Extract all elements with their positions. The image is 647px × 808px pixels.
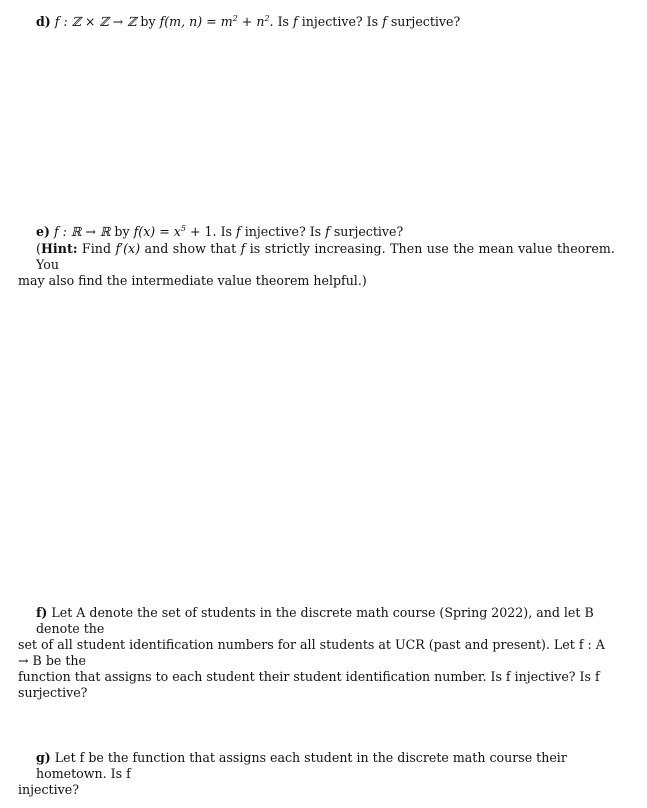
- problem-d-label: d): [36, 14, 51, 29]
- problem-d-domain: f : ℤ × ℤ → ℤ: [54, 14, 137, 29]
- problem-e: [18, 224, 615, 289]
- problem-f-line1: f) Let A denote the set of students in the discrete math course (Spring 2022), and let B denote the: [36, 605, 594, 636]
- hint-label: Hint:: [40, 241, 78, 256]
- problem-d: [18, 14, 615, 30]
- problem-d-text: d) f : ℤ × ℤ → ℤ by f(m, $n) = m^2 + n^2$. Is f injective? Is f surjective?: [36, 14, 461, 29]
- problem-d-by: by: [140, 14, 156, 29]
- problem-f-line2: set of all student identification numbers for all students at UCR (past and present). Let f : A → B be the: [18, 637, 605, 668]
- problem-f-line3: function that assigns to each student their student identification number. Is f injective? Is f surjective?: [18, 669, 600, 700]
- problem-e-label: e): [36, 224, 50, 239]
- problem-g-label: g): [36, 750, 51, 765]
- problem-e-domain: f : ℝ → ℝ: [54, 224, 111, 239]
- problem-g: [18, 750, 615, 798]
- problem-f-label: f): [36, 605, 48, 620]
- problem-f: [18, 605, 615, 701]
- problem-e-hint: (Hint: Find f′(x) and show that f is strictly increasing. Then use the mean value theorem. You: [36, 241, 615, 272]
- problem-g-line1: g) Let f be the function that assigns each student in the discrete math course their hometown. Is f: [36, 750, 567, 781]
- problem-e-text: e) f : ℝ → ℝ by $f(x) = x^5 + 1$. Is f injective? Is f surjective?: [36, 224, 404, 239]
- problem-e-hint-line2: may also find the intermediate value theorem helpful.): [18, 273, 367, 288]
- problem-d-formula: f(m, $n) = m^2 + n^2$.: [159, 14, 274, 29]
- problem-e-formula: $f(x) = x^5$: [133, 224, 186, 239]
- problem-g-line2: injective?: [18, 782, 79, 797]
